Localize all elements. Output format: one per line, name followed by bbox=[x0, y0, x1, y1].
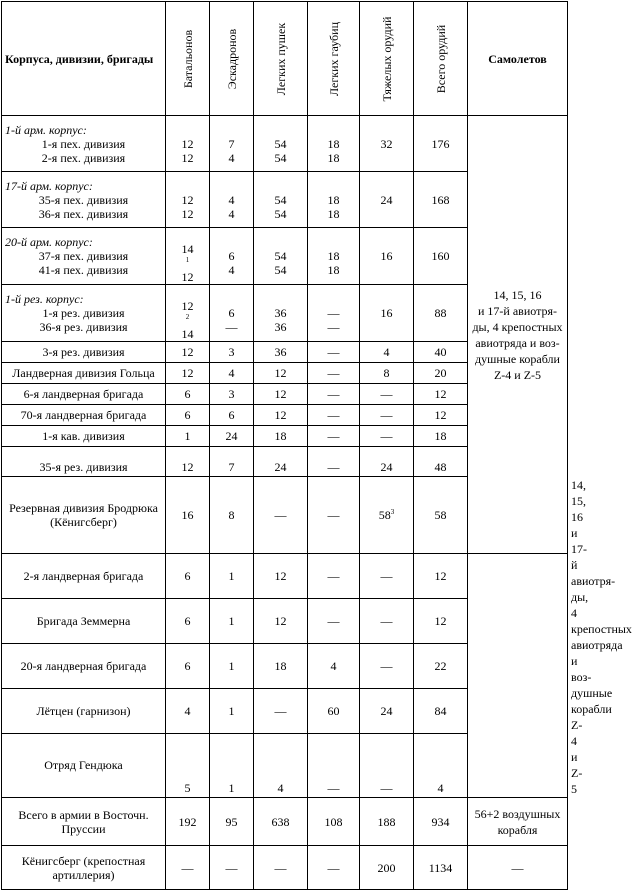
row-battalions: 6 bbox=[166, 598, 210, 643]
konigsberg-light-guns: — bbox=[254, 846, 308, 890]
table-row: Резервная дивизия Бродрюка (Кёнигсберг) 16 8 — — $58^3$ 58 14, 15, 16 и 17-й авиотря- ды, 4 крепостных авиотряда и воз- душные корабли Z-4 и Z-5 bbox=[2, 477, 568, 554]
row-total: 48 bbox=[414, 447, 468, 477]
row-heavy: — bbox=[360, 643, 414, 688]
table-row bbox=[2, 733, 568, 797]
row-squadrons: 3 bbox=[210, 384, 254, 405]
row-squadrons: 4 bbox=[210, 363, 254, 384]
group-howitzers: 18 18 bbox=[308, 172, 360, 228]
row-heavy: 24 bbox=[360, 447, 414, 477]
row-light-guns: 12 bbox=[254, 405, 308, 426]
group-heavy: 24 bbox=[360, 172, 414, 228]
header-light-howitzers: Легких гаубиц bbox=[308, 2, 360, 116]
row-howitzers: — bbox=[308, 384, 360, 405]
row-squadrons: 1 bbox=[210, 688, 254, 733]
row-name: Резервная дивизия Бродрюка (Кёнигсберг) bbox=[2, 477, 166, 554]
row-total: 84 bbox=[414, 688, 468, 733]
konigsberg-name: Кёнигсберг (крепостная артиллерия) bbox=[2, 846, 166, 890]
row-name: Отряд Гендюка bbox=[2, 733, 166, 797]
header-units: Корпуса, дивизии, бригады bbox=[2, 2, 166, 116]
row-heavy: $58^3$ bbox=[360, 477, 414, 554]
header-squadrons: Эскадронов bbox=[210, 2, 254, 116]
row-name: 70-я ландверная бригада bbox=[2, 405, 166, 426]
row-name: 20-я ландверная бригада bbox=[2, 643, 166, 688]
row-battalions: 6 bbox=[166, 384, 210, 405]
row-squadrons: 1 bbox=[210, 554, 254, 599]
row-name: 3-я рез. дивизия bbox=[2, 342, 166, 363]
konigsberg-total: 1134 bbox=[414, 846, 468, 890]
group-total: 160 bbox=[414, 228, 468, 285]
row-light-guns: — bbox=[254, 688, 308, 733]
group-battalions: 12 12 bbox=[166, 116, 210, 172]
table-row bbox=[2, 598, 568, 643]
group-total: 168 bbox=[414, 172, 468, 228]
group-howitzers: 18 18 bbox=[308, 228, 360, 285]
row-battalions: 6 bbox=[166, 554, 210, 599]
row-battalions: 1 bbox=[166, 426, 210, 447]
row-heavy: 24 bbox=[360, 688, 414, 733]
row-heavy: 4 bbox=[360, 342, 414, 363]
header-battalions: Батальонов bbox=[166, 2, 210, 116]
row-howitzers: — bbox=[308, 554, 360, 599]
row-total: 12 bbox=[414, 384, 468, 405]
row-howitzers: — bbox=[308, 363, 360, 384]
header-light-guns: Легких пушек bbox=[254, 2, 308, 116]
group-squadrons: 4 4 bbox=[210, 172, 254, 228]
konigsberg-battalions: — bbox=[166, 846, 210, 890]
group-heavy: 16 bbox=[360, 228, 414, 285]
group-names: 17-й арм. корпус: 35-я пех. дивизия 36-я пех. дивизия bbox=[2, 172, 166, 228]
group-light-guns: 54 54 bbox=[254, 172, 308, 228]
header-heavy-guns: Тяжелых орудий bbox=[360, 2, 414, 116]
table-row bbox=[2, 643, 568, 688]
row-total: 4 bbox=[414, 733, 468, 797]
row-name: 2-я ландверная бригада bbox=[2, 554, 166, 599]
row-total: 22 bbox=[414, 643, 468, 688]
group-total: 88 bbox=[414, 285, 468, 342]
row-total: 40 bbox=[414, 342, 468, 363]
total-light-guns: 638 bbox=[254, 798, 308, 846]
row-howitzers: — bbox=[308, 733, 360, 797]
row-total: 20 bbox=[414, 363, 468, 384]
group-total: 176 bbox=[414, 116, 468, 172]
konigsberg-howitzers: — bbox=[308, 846, 360, 890]
row-name: Бригада Земмерна bbox=[2, 598, 166, 643]
group-light-guns: 54 54 bbox=[254, 228, 308, 285]
group-howitzers: 18 18 bbox=[308, 116, 360, 172]
row-squadrons: 1 bbox=[210, 598, 254, 643]
row-howitzers: — bbox=[308, 598, 360, 643]
row-battalions: 12 bbox=[166, 363, 210, 384]
row-howitzers: 60 bbox=[308, 688, 360, 733]
row-battalions: 12 bbox=[166, 447, 210, 477]
row-light-guns: — bbox=[254, 477, 308, 554]
row-battalions: 6 bbox=[166, 643, 210, 688]
row-howitzers: — bbox=[308, 405, 360, 426]
row-total: 12 bbox=[414, 405, 468, 426]
row-light-guns: 12 bbox=[254, 598, 308, 643]
group-names: 1-й рез. корпус: 1-я рез. дивизия 36-я рез. дивизия bbox=[2, 285, 166, 342]
total-howitzers: 108 bbox=[308, 798, 360, 846]
row-heavy: — bbox=[360, 426, 414, 447]
row-squadrons: 6 bbox=[210, 405, 254, 426]
row-total: 18 bbox=[414, 426, 468, 447]
row-battalions: 12 bbox=[166, 342, 210, 363]
row-light-guns: 12 bbox=[254, 554, 308, 599]
group-battalions: 12 12 bbox=[166, 172, 210, 228]
row-light-guns: 12 bbox=[254, 363, 308, 384]
group-light-guns: 54 54 bbox=[254, 116, 308, 172]
row-name: 35-я рез. дивизия bbox=[2, 447, 166, 477]
row-howitzers: — bbox=[308, 342, 360, 363]
konigsberg-aircraft: — bbox=[468, 846, 568, 890]
total-row bbox=[2, 798, 568, 846]
row-total: 58 bbox=[414, 477, 468, 554]
header-aircraft: Самолетов bbox=[468, 2, 568, 116]
row-total: 12 bbox=[414, 554, 468, 599]
row-total: 12 bbox=[414, 598, 468, 643]
row-battalions: 4 bbox=[166, 688, 210, 733]
row-light-guns: 18 bbox=[254, 643, 308, 688]
group-squadrons: 6 4 bbox=[210, 228, 254, 285]
total-name: Всего в армии в Восточн. Пруссии bbox=[2, 798, 166, 846]
row-heavy: — bbox=[360, 554, 414, 599]
total-aircraft: 56+2 воздушных корабля bbox=[468, 798, 568, 846]
row-battalions: 6 bbox=[166, 405, 210, 426]
group-heavy: 32 bbox=[360, 116, 414, 172]
konigsberg-squadrons: — bbox=[210, 846, 254, 890]
row-name: Лётцен (гарнизон) bbox=[2, 688, 166, 733]
konigsberg-heavy: 200 bbox=[360, 846, 414, 890]
group-names: 20-й арм. корпус: 37-я пех. дивизия 41-я пех. дивизия bbox=[2, 228, 166, 285]
konigsberg-row bbox=[2, 846, 568, 890]
document-page bbox=[1, 1, 632, 890]
row-squadrons: 3 bbox=[210, 342, 254, 363]
total-heavy: 188 bbox=[360, 798, 414, 846]
row-name: 1-я кав. дивизия bbox=[2, 426, 166, 447]
row-light-guns: 36 bbox=[254, 342, 308, 363]
row-name: 6-я ландверная бригада bbox=[2, 384, 166, 405]
row-heavy: — bbox=[360, 384, 414, 405]
group-battalions: 14 $^1$ 12 bbox=[166, 228, 210, 285]
header-row bbox=[2, 2, 568, 116]
group-howitzers: — — bbox=[308, 285, 360, 342]
total-guns: 934 bbox=[414, 798, 468, 846]
row-light-guns: 4 bbox=[254, 733, 308, 797]
row-squadrons: 24 bbox=[210, 426, 254, 447]
group-heavy: 16 bbox=[360, 285, 414, 342]
row-name: Ландверная дивизия Гольца bbox=[2, 363, 166, 384]
row-heavy: — bbox=[360, 733, 414, 797]
row-battalions: 16 bbox=[166, 477, 210, 554]
table-row bbox=[2, 554, 568, 599]
row-squadrons: 1 bbox=[210, 733, 254, 797]
total-battalions: 192 bbox=[166, 798, 210, 846]
group-row bbox=[2, 116, 568, 172]
row-howitzers: 4 bbox=[308, 643, 360, 688]
aviation-cell: 14, 15, 16 и 17-й авиотря- ды, 4 крепостных авиотряда и воз- душные корабли Z-4 и Z-5 bbox=[468, 116, 568, 554]
row-squadrons: 8 bbox=[210, 477, 254, 554]
row-heavy: 8 bbox=[360, 363, 414, 384]
forces-table bbox=[1, 1, 632, 890]
total-squadrons: 95 bbox=[210, 798, 254, 846]
header-total-guns: Всего орудий bbox=[414, 2, 468, 116]
row-howitzers: — bbox=[308, 426, 360, 447]
row-light-guns: 24 bbox=[254, 447, 308, 477]
group-battalions: 12 $^2$ 14 bbox=[166, 285, 210, 342]
group-names: 1-й арм. корпус: 1-я пех. дивизия 2-я пех. дивизия bbox=[2, 116, 166, 172]
row-squadrons: 7 bbox=[210, 447, 254, 477]
table-row bbox=[2, 688, 568, 733]
row-squadrons: 1 bbox=[210, 643, 254, 688]
row-battalions: 5 bbox=[166, 733, 210, 797]
group-squadrons: 7 4 bbox=[210, 116, 254, 172]
row-howitzers: — bbox=[308, 447, 360, 477]
row-howitzers: — bbox=[308, 477, 360, 554]
group-squadrons: 6 — bbox=[210, 285, 254, 342]
row-light-guns: 12 bbox=[254, 384, 308, 405]
group-light-guns: 36 36 bbox=[254, 285, 308, 342]
row-light-guns: 18 bbox=[254, 426, 308, 447]
row-heavy: — bbox=[360, 598, 414, 643]
row-heavy: — bbox=[360, 405, 414, 426]
